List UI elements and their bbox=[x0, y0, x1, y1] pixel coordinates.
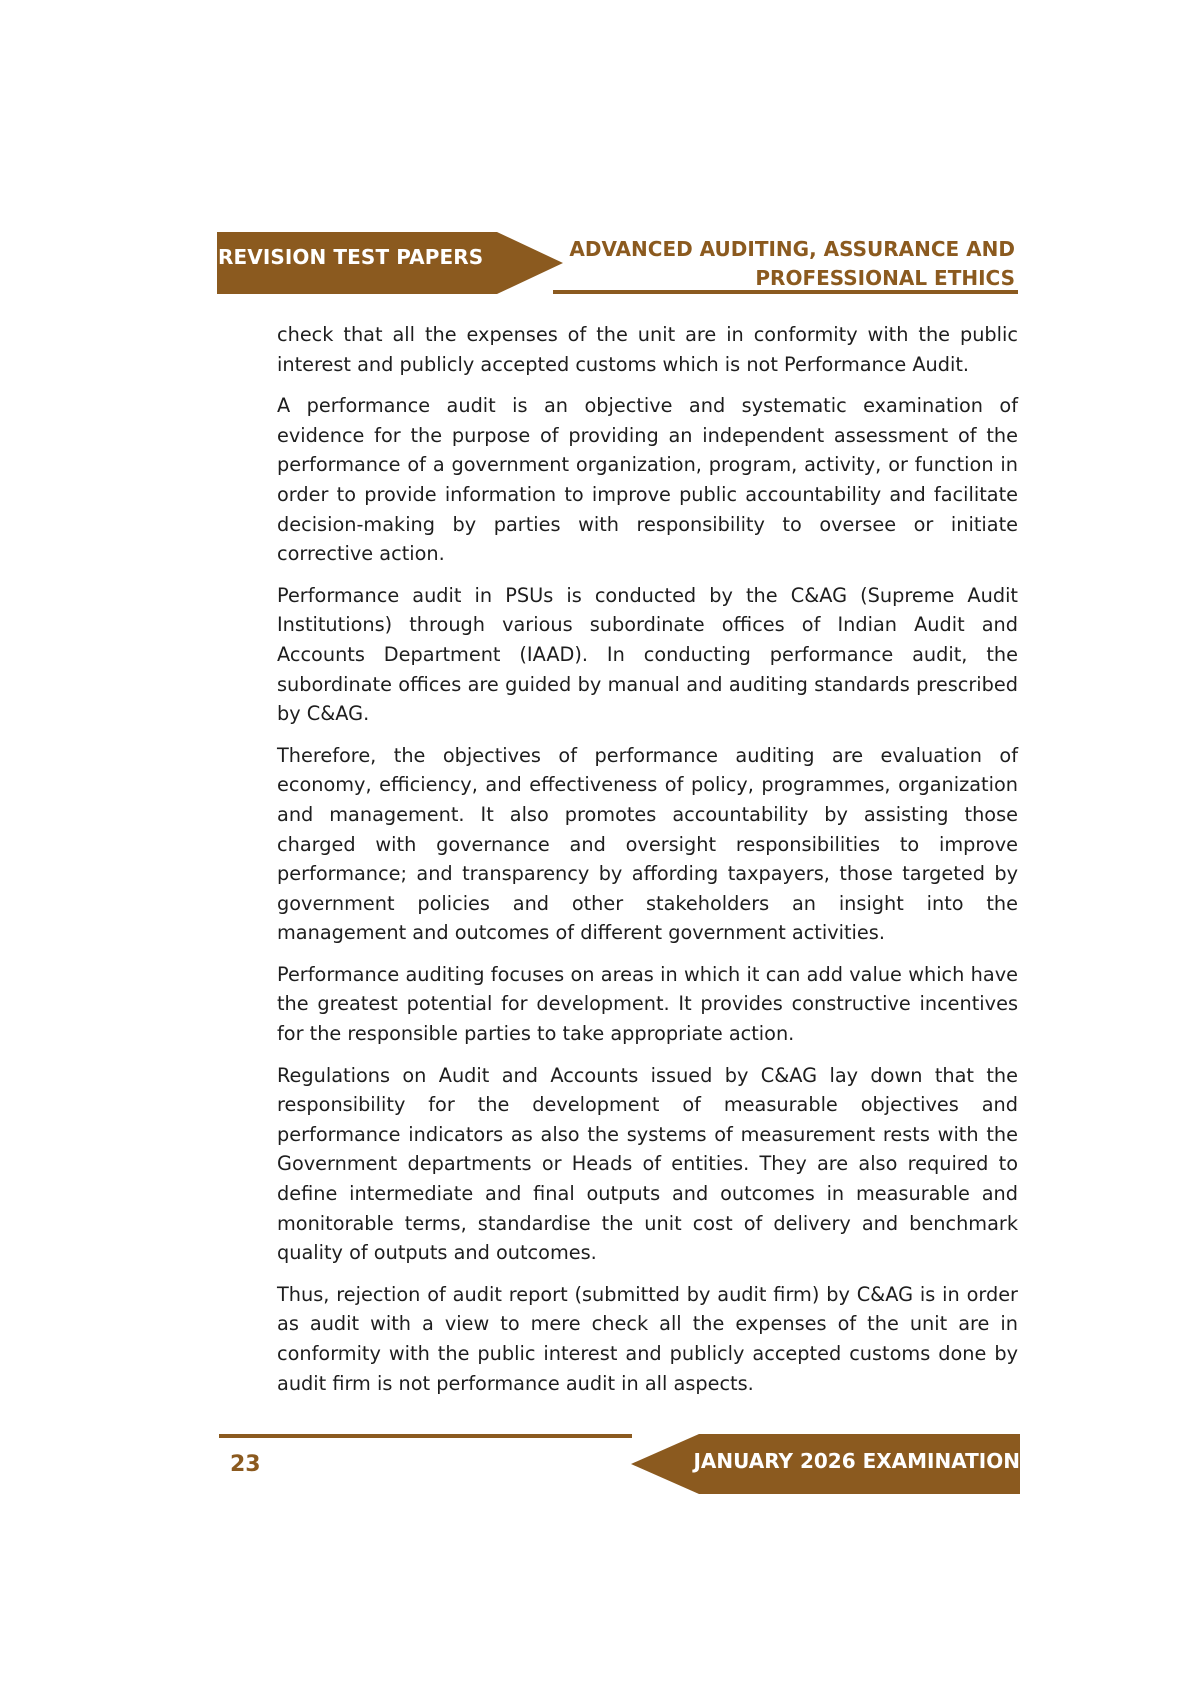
page-body bbox=[277, 320, 1018, 1410]
paragraph: Therefore, the objectives of performance auditing are evaluation of economy, efficiency, and effectiveness of policy, programmes, organization and management. It also promotes accountability by assisting those charged with governance and oversight responsibilities to improve performance; and transparency by affording taxpayers, those targeted by government policies and other stakeholders an insight into the management and outcomes of different government activities. bbox=[277, 743, 1018, 945]
header-subject-title bbox=[495, 235, 1015, 293]
header-title-line-2: PROFESSIONAL ETHICS bbox=[755, 266, 1015, 290]
header-title-line-1: ADVANCED AUDITING, ASSURANCE AND bbox=[569, 237, 1015, 261]
paragraph: Regulations on Audit and Accounts issued by C&AG lay down that the responsibility for the development of measurable objectives and performance indicators as also the systems of measurement rests with the Government departments or Heads of entities. They are also required to define intermediate and final outputs and outcomes in measurable and monitorable terms, standardise the unit cost of delivery and benchmark quality of outputs and outcomes. bbox=[277, 1063, 1018, 1265]
page-number: 23 bbox=[230, 1452, 261, 1477]
paragraph: Thus, rejection of audit report (submitted by audit firm) by C&AG is in order as audit with a view to mere check all the expenses of the unit are in conformity with the public interest and publicly accepted customs done by audit firm is not performance audit in all aspects. bbox=[277, 1282, 1018, 1395]
paragraph: A performance audit is an objective and systematic examination of evidence for the purpose of providing an independent assessment of the performance of a government organization, program, activity, or function in order to provide information to improve public accountability and facilitate decision-making by parties with responsibility to oversee or initiate corrective action. bbox=[277, 394, 1018, 566]
footer-divider bbox=[219, 1434, 632, 1438]
header-divider bbox=[553, 290, 1018, 294]
paragraph: Performance audit in PSUs is conducted by the C&AG (Supreme Audit Institutions) through various subordinate offices of Indian Audit and Accounts Department (IAAD). In conducting performance audit, the subordinate offices are guided by manual and auditing standards prescribed by C&AG. bbox=[277, 583, 1018, 726]
footer-exam-label: JANUARY 2026 EXAMINATION bbox=[693, 1449, 1020, 1473]
header-section-label: REVISION TEST PAPERS bbox=[218, 245, 484, 269]
paragraph: check that all the expenses of the unit are in conformity with the public interest and publicly accepted customs which is not Performance Audit. bbox=[277, 323, 1018, 376]
paragraph: Performance auditing focuses on areas in which it can add value which have the greatest potential for development. It provides constructive incentives for the responsible parties to take appropriate action. bbox=[277, 962, 1018, 1046]
